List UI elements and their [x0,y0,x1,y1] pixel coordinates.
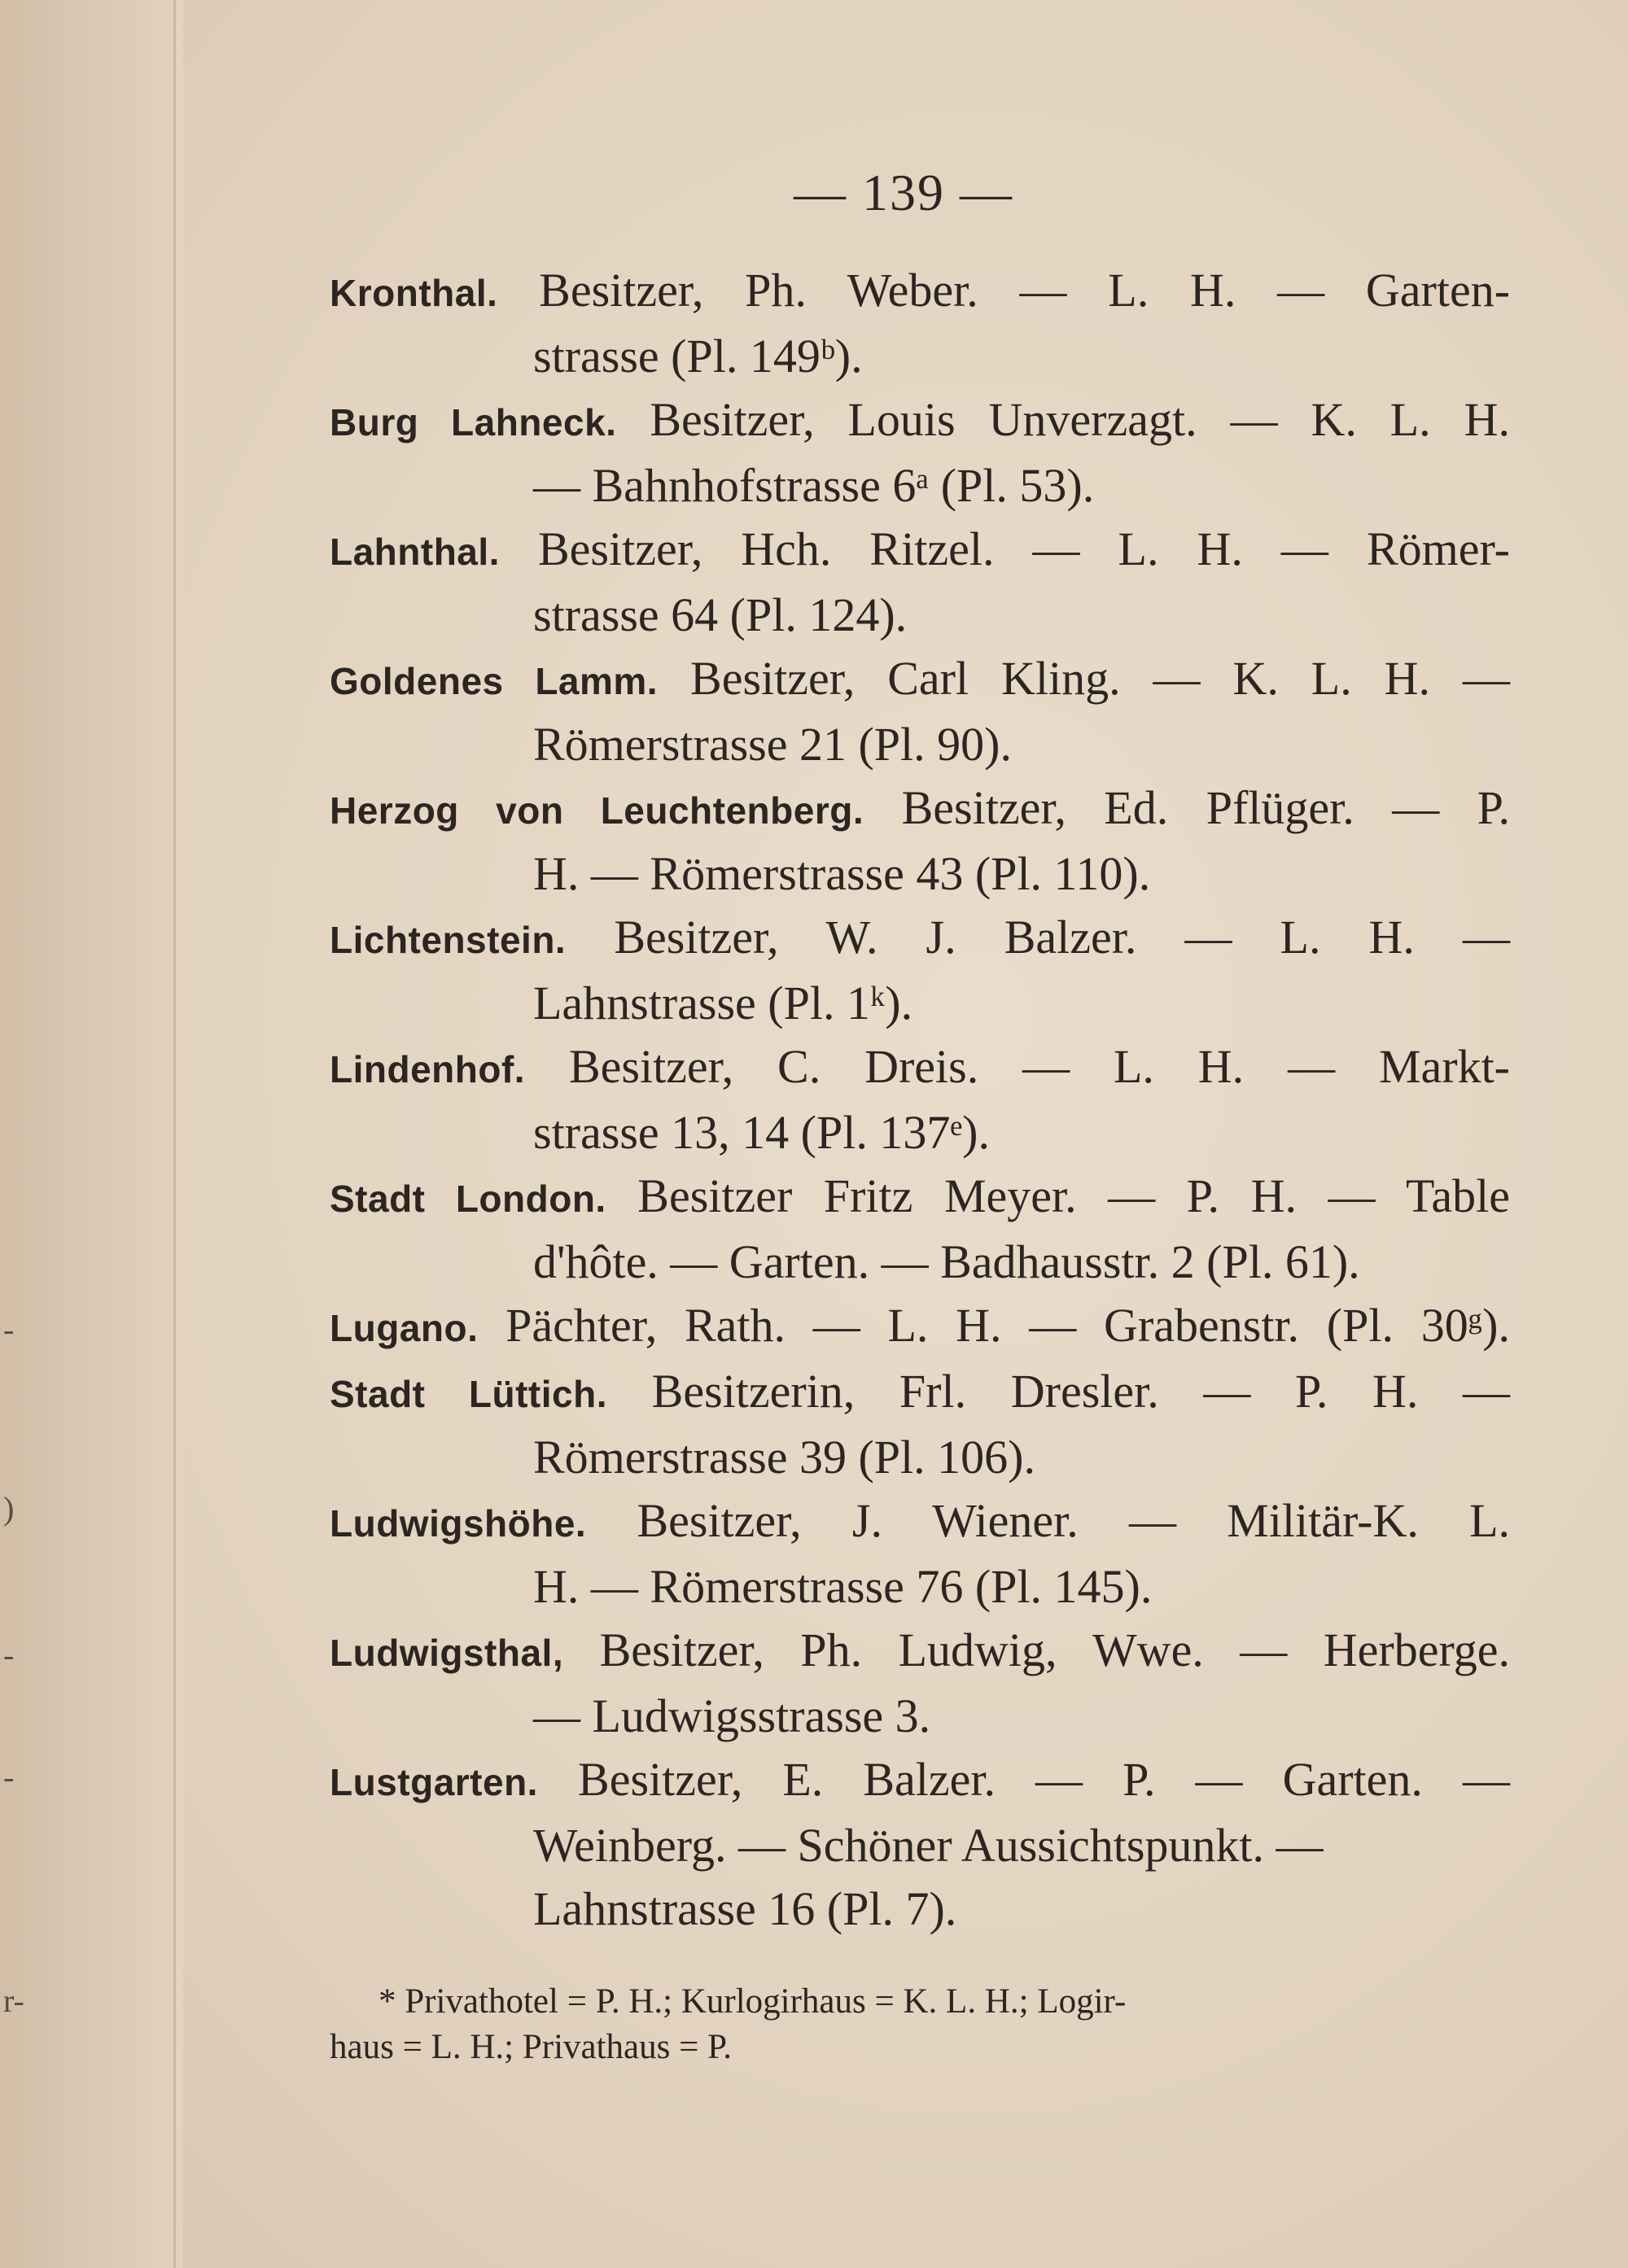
entry-first-line [330,906,1510,972]
entry-details: Besitzer, W. J. Balzer. — L. H. — [614,911,1511,964]
entry-first-line [330,388,1510,454]
entry-details: Besitzer, Ph. Weber. — L. H. — Garten- [539,264,1511,317]
hotel-name: Kronthal. [330,272,498,314]
entry-continuation: — Ludwigsstrasse 3. [533,1689,931,1742]
entry-details: Besitzer, Louis Unverzagt. — K. L. H. [650,393,1510,446]
page-number: — 139 — [794,164,1013,221]
entry-continuation: Römerstrasse 39 (Pl. 106). [533,1431,1035,1484]
entry-first-line [330,647,1510,713]
entry-continuation: Lahnstrasse (Pl. 1ᵏ). [533,977,913,1029]
hotel-entry [330,1489,1510,1619]
entry-continuation: strasse (Pl. 149ᵇ). [533,330,863,382]
hotel-name: Stadt London. [330,1178,606,1220]
hotel-name: Stadt Lüttich. [330,1373,607,1415]
entry-continuation: — Bahnhofstrasse 6ᵃ (Pl. 53). [533,459,1095,512]
entry-details: Besitzer, J. Wiener. — Militär-K. L. [637,1494,1511,1547]
entry-first-line [330,1748,1510,1814]
hotel-name: Lahnthal. [330,531,500,573]
footnote-line: * Privathotel = P. H.; Kurlogirhaus = K. L. H.; Logir- [379,1982,1127,2021]
entry-details: Besitzerin, Frl. Dresler. — P. H. — [651,1365,1511,1418]
page-gutter [0,0,183,2268]
entry-continuation: H. — Römerstrasse 43 (Pl. 110). [533,847,1151,900]
entry-continuation: strasse 64 (Pl. 124). [533,588,908,641]
entry-details: Besitzer, Ed. Pflüger. — P. [901,781,1511,834]
hotel-name: Lindenhof. [330,1048,526,1090]
hotel-name: Lustgarten. [330,1761,538,1803]
hotel-entry [330,776,1510,906]
hotel-name: Ludwigshöhe. [330,1502,587,1545]
entry-first-line [330,259,1510,325]
entry-details: Besitzer, C. Dreis. — L. H. — Markt- [568,1040,1510,1093]
hotel-entry [330,1748,1510,1941]
hotel-entry-list [330,259,1510,1941]
hotel-entry [330,518,1510,647]
entry-continuation: strasse 13, 14 (Pl. 137ᵉ). [533,1106,990,1159]
margin-mark: - [3,1759,15,1795]
hotel-entry [330,647,1510,776]
hotel-name: Burg Lahneck. [330,401,617,444]
entry-first-line [330,518,1510,583]
entry-first-line [330,776,1510,842]
hotel-entry [330,1619,1510,1748]
entry-details: Besitzer, Carl Kling. — K. L. H. — [690,652,1511,705]
margin-mark: r- [3,1982,24,2019]
hotel-entry [330,1360,1510,1489]
entry-continuation: Weinberg. — Schöner Aussichtspunkt. — [533,1819,1324,1872]
entry-continuation: d'hôte. — Garten. — Badhausstr. 2 (Pl. 61). [533,1235,1360,1288]
footnote-line: haus = L. H.; Privathaus = P. [330,2028,733,2066]
footnote [330,1979,1510,2070]
entry-first-line [330,1035,1510,1101]
entry-first-line [330,1165,1510,1230]
hotel-entry [330,259,1510,388]
entry-details: Besitzer, Ph. Ludwig, Wwe. — Herberge. [599,1623,1510,1676]
entry-details: Besitzer, Hch. Ritzel. — L. H. — Römer- [538,522,1510,575]
hotel-name: Lugano. [330,1307,479,1349]
hotel-entry [330,1165,1510,1294]
margin-mark: ) [3,1490,15,1527]
entry-first-line [330,1360,1510,1426]
entry-continuation: Lahnstrasse 16 (Pl. 7). [533,1882,957,1935]
entry-details: Besitzer, E. Balzer. — P. — Garten. — [578,1753,1510,1806]
hotel-name: Ludwigsthal, [330,1632,564,1674]
margin-mark: - [3,1637,15,1673]
hotel-name: Lichtenstein. [330,919,567,961]
hotel-name: Goldenes Lamm. [330,660,659,702]
entry-details: Besitzer Fritz Meyer. — P. H. — Table [637,1169,1511,1222]
entry-first-line [330,1489,1510,1555]
gutter-fold-line [173,0,176,2268]
hotel-entry [330,1035,1510,1165]
margin-mark: - [3,1311,15,1348]
hotel-entry [330,1294,1510,1360]
entry-continuation: H. — Römerstrasse 76 (Pl. 145). [533,1560,1153,1613]
hotel-name: Herzog von Leuchtenberg. [330,789,864,832]
hotel-entry [330,388,1510,518]
entry-first-line [330,1294,1510,1360]
entry-first-line [330,1619,1510,1685]
hotel-entry [330,906,1510,1035]
entry-continuation: Römerstrasse 21 (Pl. 90). [533,718,1012,771]
entry-details: Pächter, Rath. — L. H. — Grabenstr. (Pl. 30ᵍ). [505,1299,1510,1352]
